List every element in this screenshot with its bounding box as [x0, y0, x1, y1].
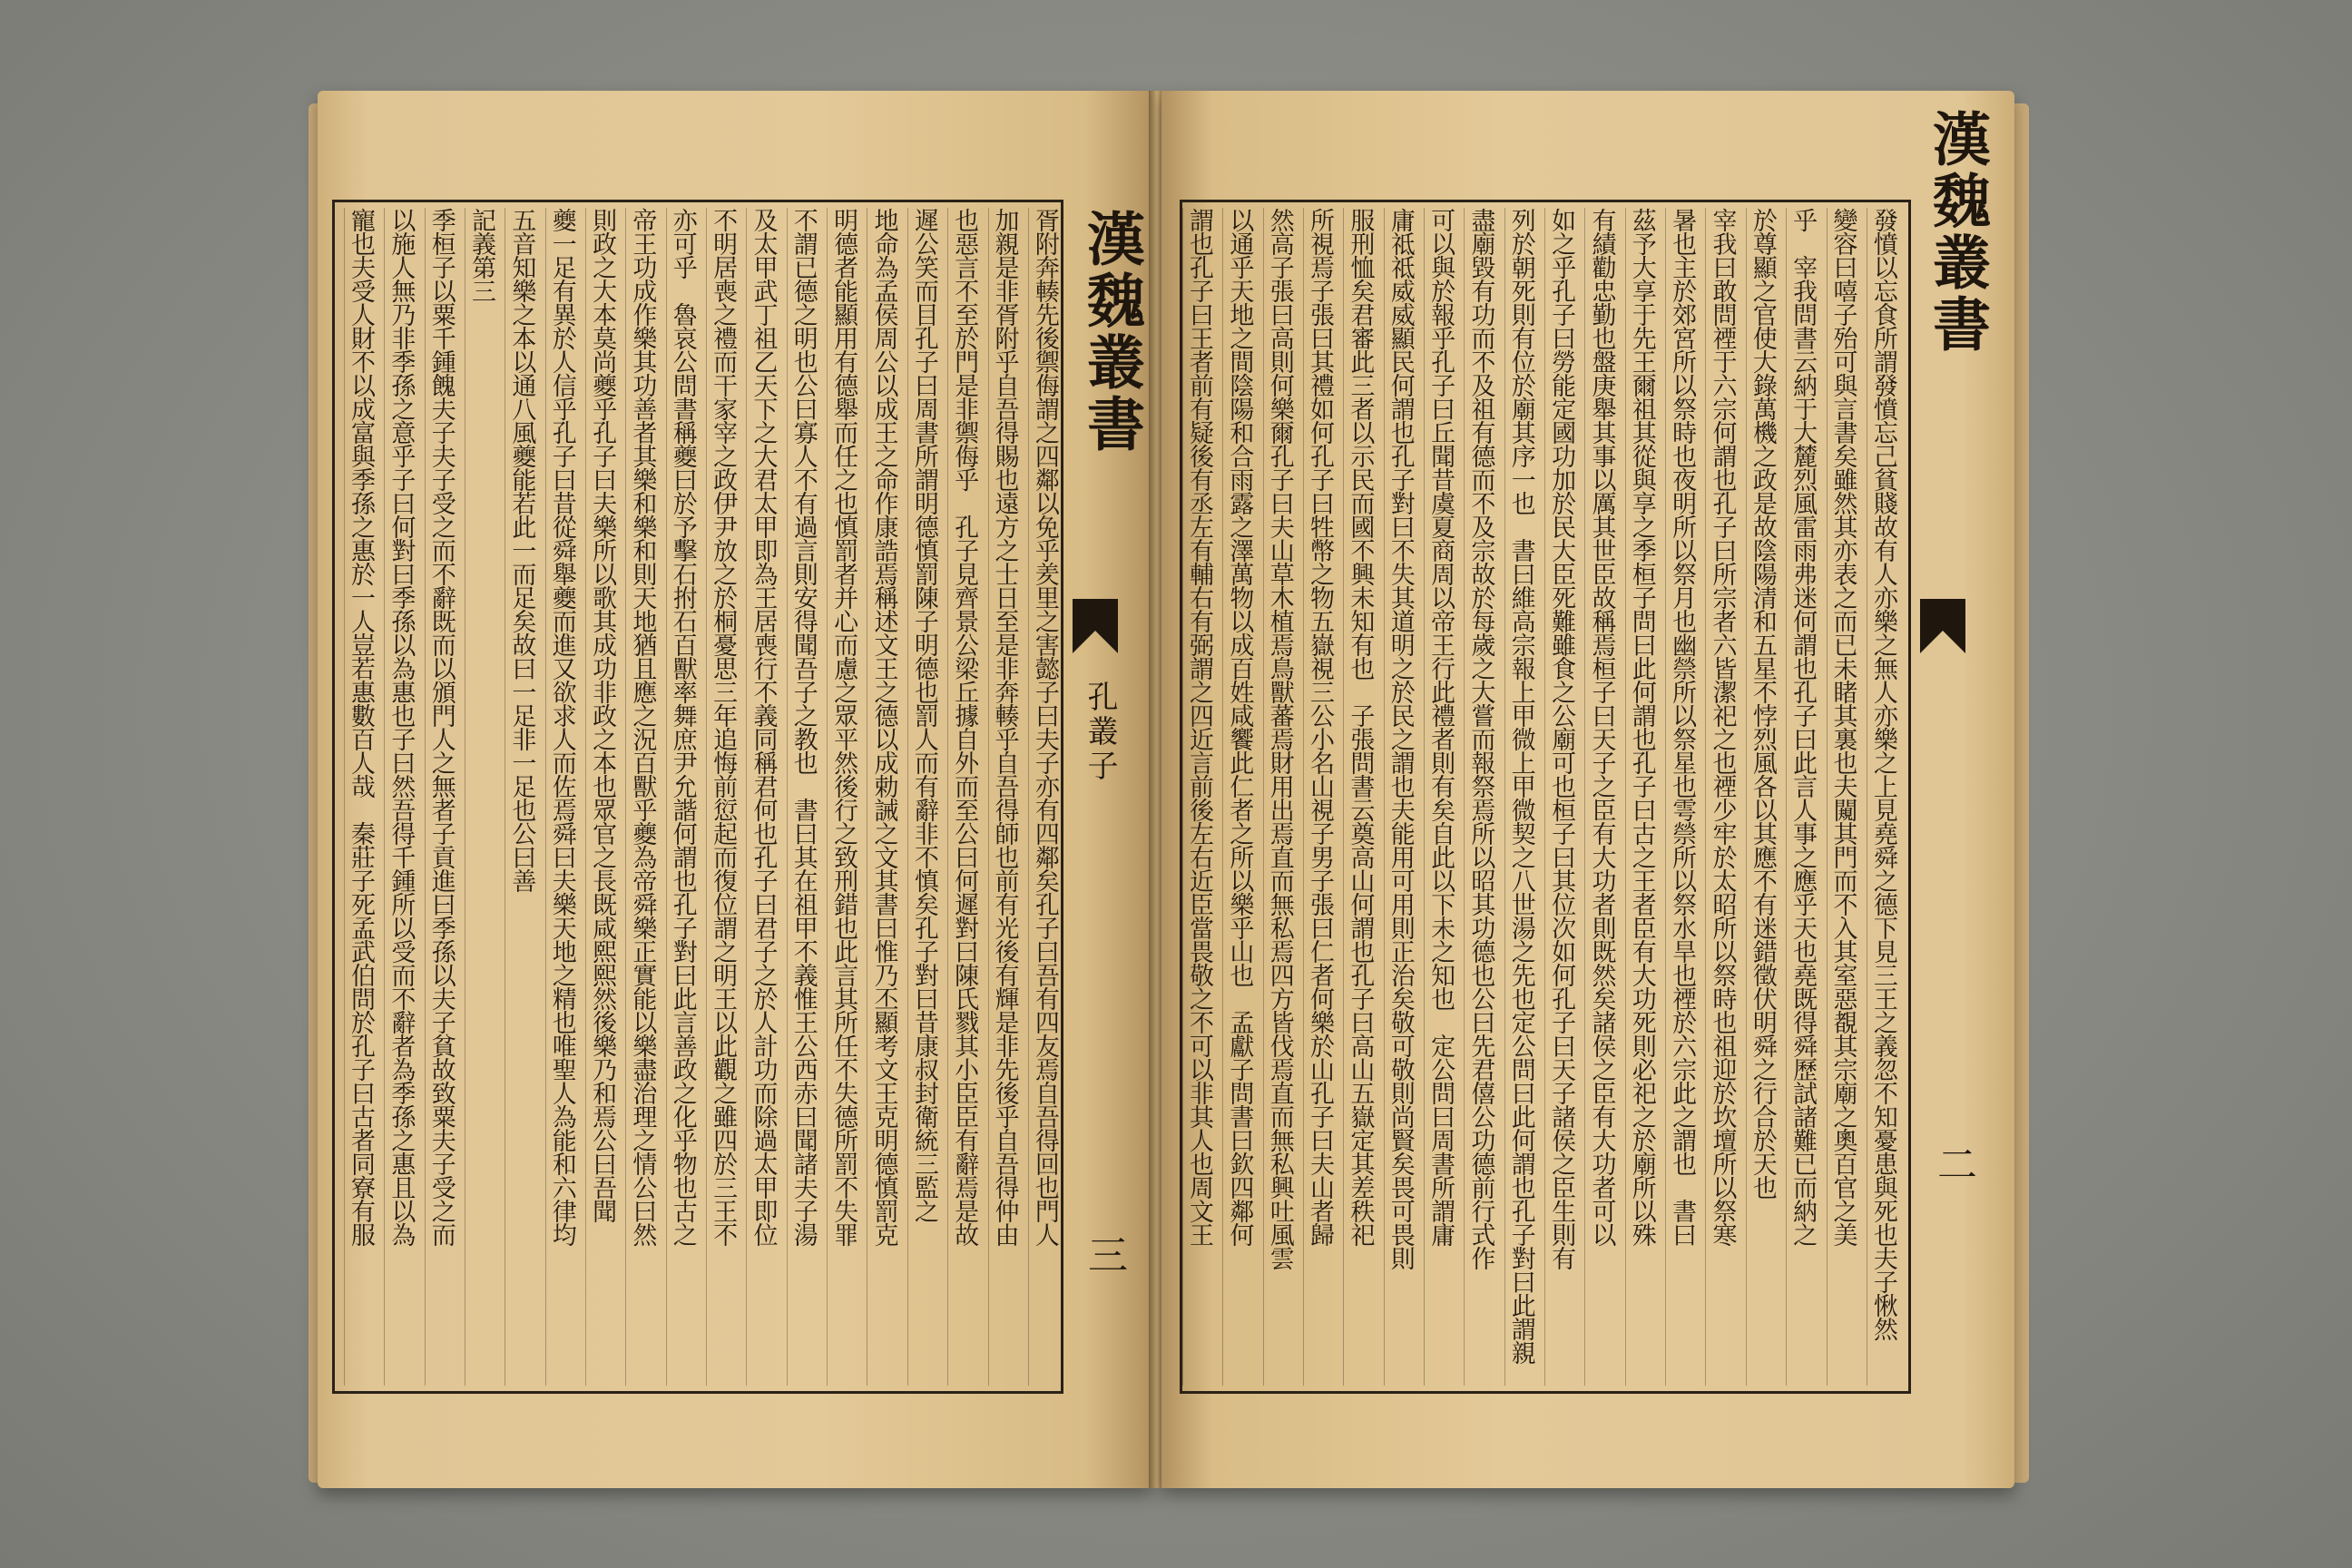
right-page-text-column: 服刑恤矣君審此三者以示民而國不興未知有也 子張問書云奠高山何謂也孔子曰高山五嶽定其差秩祀 [1343, 208, 1376, 1386]
book-title-right: 漢魏叢書 [1923, 109, 1991, 356]
right-page-text-column: 如之乎孔子曰勞能定國功加於民大臣死難雖食之公廟可也桓子曰其位次如何孔子曰天子諸侯之臣生則有 [1544, 208, 1577, 1386]
fishtail-ornament-right [1920, 599, 1965, 653]
chapter-title-left: 孔叢子 [1082, 681, 1118, 784]
right-page-text-column: 謂也孔子曰王者前有疑後有丞左有輔右有弼謂之四近言前後左右近臣當畏敬之不可以非其人也周文王 [1182, 208, 1215, 1386]
right-page-text-column: 變容曰嘻子殆可與言書矣雖然其亦表之而已未睹其裏也夫闚其門而不入其室惡覩其宗廟之奧百官之美 [1827, 208, 1859, 1386]
right-page-text-column: 然高子張曰高則何樂爾孔子曰夫山草木植焉鳥獸蕃焉財用出焉直而無私焉四方皆伐焉直而無私興吐風雲 [1263, 208, 1296, 1386]
left-page-text-column: 以施人無乃非季孫之意乎子曰何對曰季孫以為惠也子曰然吾得千鍾所以受而不辭者為季孫之惠且以為 [384, 208, 416, 1386]
left-page-text-column: 季桓子以粟千鍾餽夫子夫子受之而不辭既而以頒門人之無者子貢進曰季孫以夫子貧故致粟夫子受之而 [425, 208, 457, 1386]
left-page-text-column: 記義第三 [465, 208, 497, 1386]
right-page [1161, 91, 2014, 1488]
left-page-text-column: 寵也夫受人財不以成富與季孫之惠於一人豈若惠數百人哉 秦莊子死孟武伯問於孔子曰古者同寮有服 [344, 208, 377, 1386]
right-page-text-column: 有績勸忠勤也盤庚舉其事以厲其世臣故稱焉桓子曰天子之臣有大功者則既然矣諸侯之臣有大功者可以 [1584, 208, 1617, 1386]
left-page-text-column: 也惡言不至於門是非禦侮乎 孔子見齊景公梁丘據自外而至公曰何遲對曰陳氏戮其小臣臣有辭焉是故 [947, 208, 980, 1386]
left-page [318, 91, 1152, 1488]
left-page-text-column: 不謂已德之明也公曰寡人不有過言則安得聞吾子之教也 書曰其在祖甲不義惟王公西赤曰聞諸夫子湯 [787, 208, 819, 1386]
book-title-left: 漢魏叢書 [1077, 209, 1145, 456]
left-page-text-column: 地命為孟侯周公以成王之命作康誥焉稱述文王之德以成勅誡之文其書曰惟乃丕顯考文王克明德慎罰克 [867, 208, 899, 1386]
page-number-right: 二 [1930, 1143, 1976, 1183]
right-page-text-column: 茲予大享于先王爾祖其從與享之季桓子問曰此何謂也孔子曰古之王者臣有大功死則必祀之於廟所以殊 [1625, 208, 1658, 1386]
right-page-text-column: 以通乎天地之間陰陽和合雨露之澤萬物以成百姓咸饗此仁者之所以樂乎山也 孟獻子問書曰欽四鄰何 [1222, 208, 1255, 1386]
left-page-text-column: 胥附奔輳先後禦侮謂之四鄰以免乎羑里之害懿子曰夫子亦有四鄰矣孔子曰吾有四友焉自吾得回也門人 [1028, 208, 1061, 1386]
right-page-text-column: 所視焉子張曰其禮如何孔子曰牲幣之物五嶽視三公小名山視子男子張曰仁者何樂於山孔子曰夫山者歸 [1303, 208, 1336, 1386]
right-page-text-column: 宰我曰敢問禋于六宗何謂也孔子曰所宗者六皆潔祀之也禋少牢於太昭所以祭時也祖迎於坎壇所以祭寒 [1705, 208, 1738, 1386]
right-page-frame [1180, 200, 1911, 1394]
right-page-text-column: 發憤以忘食所謂發憤忘己貧賤故有人亦樂之無人亦樂之上見堯舜之德下見三王之義忽不知憂患與死也夫子愀然 [1867, 208, 1899, 1386]
left-page-text-column: 帝王功成作樂其功善者其樂和樂和則天地猶且應之況百獸乎夔為帝舜樂正實能以樂盡治理之情公曰然 [625, 208, 658, 1386]
fishtail-ornament-left [1073, 599, 1118, 653]
left-page-frame [332, 200, 1063, 1394]
right-page-text [1182, 208, 1899, 1386]
left-page-text-column: 夔一足有異於人信乎孔子曰昔從舜舉夔而進又欲求人而佐焉舜曰夫樂天地之精也唯聖人為能和六律均 [545, 208, 578, 1386]
right-page-text-column: 乎 宰我問書云納于大麓烈風雷雨弗迷何謂也孔子曰此言人事之應乎天也堯既得舜歷試諸難已而納之 [1786, 208, 1818, 1386]
right-page-text-column: 列於朝死則有位於廟其序一也 書曰維高宗報上甲微上甲微契之八世湯之先也定公問曰此何謂也孔子對曰此謂親 [1504, 208, 1537, 1386]
right-page-text-column: 於尊顯之官使大錄萬機之政是故陰陽清和五星不悖烈風各以其應不有迷錯徵伏明舜之行合於天也 [1746, 208, 1779, 1386]
left-page-text-column: 不明居喪之禮而干家宰之政伊尹放之於桐憂思三年追悔前愆起而復位謂之明王以此觀之雖四於三王不 [706, 208, 739, 1386]
left-page-text-column: 及太甲武丁祖乙天下之大君太甲即為王居喪行不義同稱君何也孔子曰君子之於人計功而除過太甲即位 [746, 208, 779, 1386]
left-page-text-column: 明德者能顯用有德舉而任之也慎罰者并心而慮之眾平然後行之致刑錯也此言其所任不失德所罰不失罪 [827, 208, 859, 1386]
left-page-text-column: 五音知樂之本以通八風夔能若此一而足矣故曰一足非一足也公曰善 [505, 208, 537, 1386]
left-page-text-column: 亦可乎 魯哀公問書稱夔曰於予擊石拊石百獸率舞庶尹允諧何謂也孔子對曰此言善政之化乎物也古之 [666, 208, 699, 1386]
page-number-left: 三 [1081, 1234, 1127, 1274]
left-page-text-column: 加親是非胥附乎自吾得賜也遠方之士日至是非奔輳乎自吾得師也前有光後有輝是非先後乎自吾得仲由 [988, 208, 1021, 1386]
left-page-text [344, 208, 1061, 1386]
left-page-text-column: 遲公笑而目孔子曰周書所謂明德慎罰陳子明德也罰人而有辭非不慎矣孔子對曰昔康叔封衛統三監之 [907, 208, 940, 1386]
right-page-text-column: 庸祗祗威威顯民何謂也孔子對曰不失其道明之於民之謂也夫能用可用則正治矣敬可敬則尚賢矣畏可畏則 [1384, 208, 1416, 1386]
left-page-text-column: 則政之大本莫尚夔乎孔子曰夫樂所以歌其成功非政之本也眾官之長既咸熙熙然後樂乃和焉公曰吾聞 [585, 208, 618, 1386]
right-page-text-column: 暑也主於郊宮所以祭時也夜明所以祭月也幽禜所以祭星也雩禜所以祭水旱也禋於六宗此之謂也 書曰 [1665, 208, 1698, 1386]
right-page-text-column: 盡廟毀有功而不及祖有德而不及宗故於每歲之大嘗而報祭焉所以昭其功德也公曰先君僖公功德前行式作 [1464, 208, 1496, 1386]
page-stack-right [2014, 103, 2029, 1483]
open-book [309, 91, 2033, 1488]
right-page-text-column: 可以與於報乎孔子曰丘聞昔虞夏商周以帝王行此禮者則有矣自此以下未之知也 定公問曰周書所謂庸 [1424, 208, 1456, 1386]
